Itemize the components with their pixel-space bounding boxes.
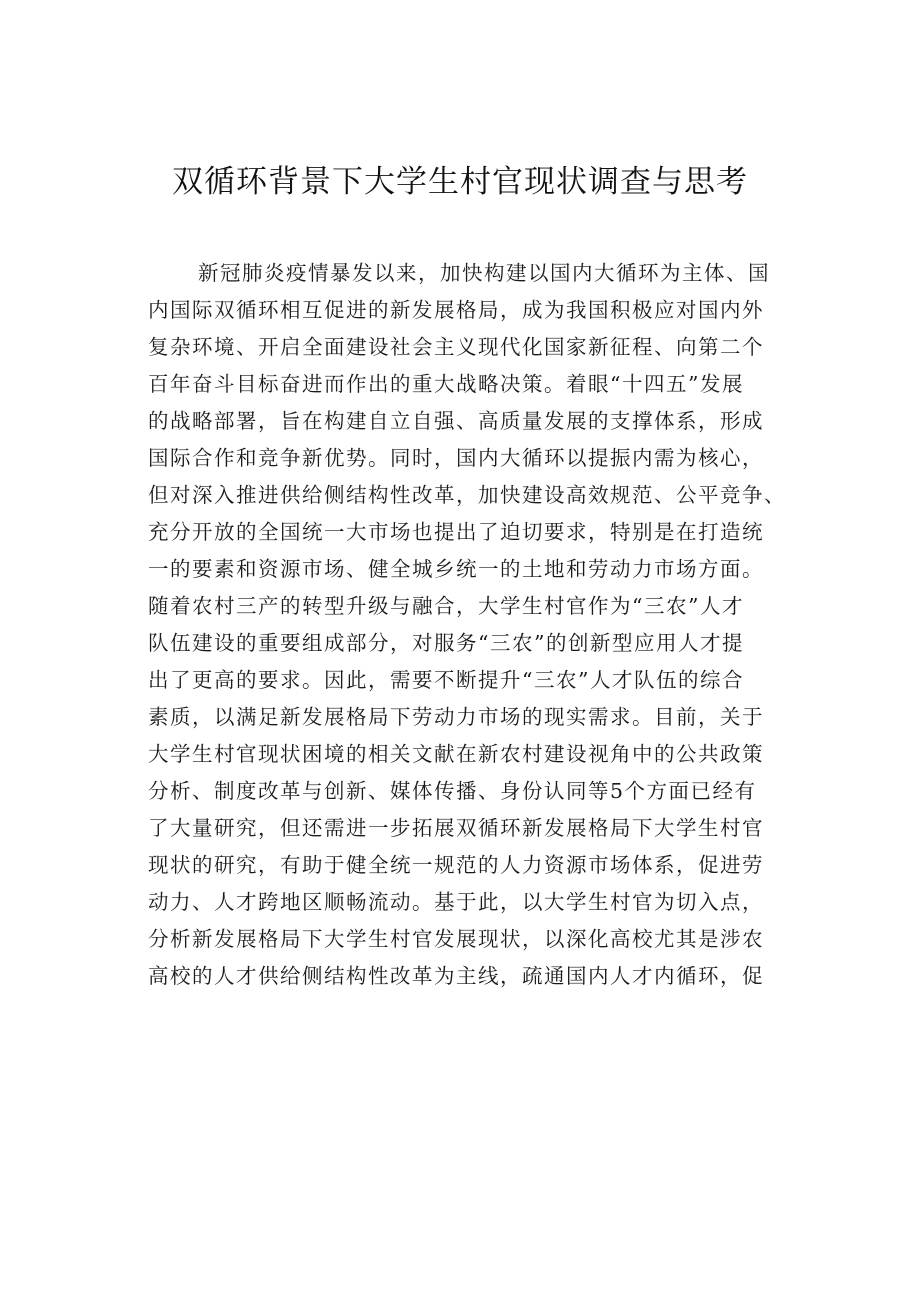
document-title: 双循环背景下大学生村官现状调查与思考 [172, 164, 748, 200]
body-line: 但对深入推进供给侧结构性改革，加快建设高效规范、公平竞争、 [148, 483, 786, 507]
body-line: 出了更高的要求。因此，需要不断提升“三农”人才队伍的综合 [148, 668, 744, 692]
document-body [148, 255, 848, 995]
body-line: 分析、制度改革与创新、媒体传播、身份认同等5个方面已经有 [148, 779, 757, 803]
body-line: 队伍建设的重要组成部分，对服务“三农”的创新型应用人才提 [148, 631, 744, 655]
body-line: 现状的研究，有助于健全统一规范的人力资源市场体系，促进劳 [148, 853, 764, 877]
body-line: 新冠肺炎疫情暴发以来，加快构建以国内大循环为主体、国 [198, 261, 770, 285]
body-line: 高校的人才供给侧结构性改革为主线，疏通国内人才内循环，促 [148, 964, 764, 988]
body-line: 百年奋斗目标奋进而作出的重大战略决策。着眼“十四五”发展 [148, 372, 744, 396]
body-line: 动力、人才跨地区顺畅流动。基于此，以大学生村官为切入点， [148, 890, 764, 914]
body-line: 素质，以满足新发展格局下劳动力市场的现实需求。目前，关于 [148, 705, 764, 729]
body-line: 内国际双循环相互促进的新发展格局，成为我国积极应对国内外 [148, 298, 764, 322]
body-line: 随着农村三产的转型升级与融合，大学生村官作为“三农”人才 [148, 594, 744, 618]
body-line: 分析新发展格局下大学生村官发展现状，以深化高校尤其是涉农 [148, 927, 764, 951]
body-line: 了大量研究，但还需进一步拓展双循环新发展格局下大学生村官 [148, 816, 764, 840]
body-line: 复杂环境、开启全面建设社会主义现代化国家新征程、向第二个 [148, 335, 764, 359]
body-line: 大学生村官现状困境的相关文献在新农村建设视角中的公共政策 [148, 742, 764, 766]
body-line: 一的要素和资源市场、健全城乡统一的土地和劳动力市场方面。 [148, 557, 764, 581]
body-line: 国际合作和竞争新优势。同时，国内大循环以提振内需为核心， [148, 446, 764, 470]
body-line: 充分开放的全国统一大市场也提出了迫切要求，特别是在打造统 [148, 520, 764, 544]
body-line: 的战略部署，旨在构建自立自强、高质量发展的支撑体系，形成 [148, 409, 764, 433]
